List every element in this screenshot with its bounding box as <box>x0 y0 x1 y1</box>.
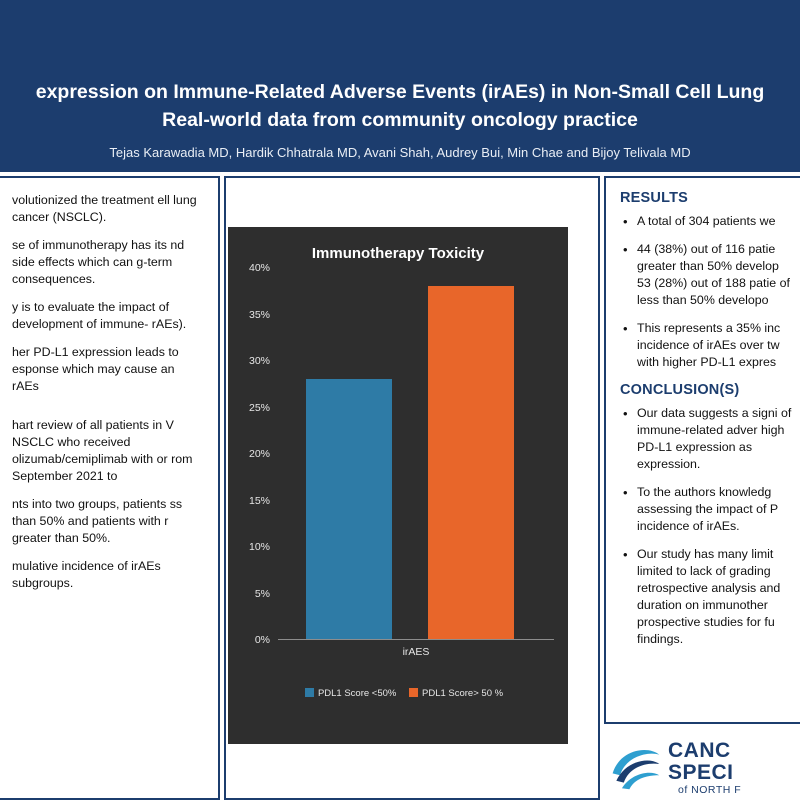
immunotherapy-toxicity-chart <box>228 227 568 744</box>
logo-name <box>668 740 734 784</box>
y-tick-5: 25% <box>248 401 270 414</box>
conclusions-item: • Our data suggests a signi of immune-related adver high PD-L1 expression as expression. <box>635 405 796 473</box>
x-axis-label: irAES <box>402 646 430 658</box>
methods-paragraph-3: mulative incidence of irAEs subgroups. <box>12 559 161 590</box>
intro-paragraph-4: her PD-L1 expression leads to esponse which may cause an rAEs <box>12 345 179 393</box>
methods-paragraph-1: hart review of all patients in V NSCLC who received olizumab/cemiplimab with or rom September 2021 to <box>12 418 193 483</box>
plot-area <box>278 268 554 640</box>
logo-name-line1: CANC <box>668 739 731 762</box>
organization-logo <box>604 726 800 800</box>
y-tick-8: 40% <box>248 262 270 274</box>
wave-swoosh-icon <box>606 736 664 792</box>
conclusions-item: • To the authors knowledg assessing the impact of P incidence of irAEs. <box>635 484 796 535</box>
results-heading: RESULTS <box>620 190 688 206</box>
y-axis <box>234 262 276 646</box>
chart-legend <box>234 688 564 699</box>
legend-swatch-orange <box>409 688 418 697</box>
methods-paragraph-2: nts into two groups, patients ss than 50% and patients with r greater than 50%. <box>12 497 183 545</box>
intro-paragraph-1: volutionized the treatment ell lung cancer (NSCLC). <box>12 193 197 224</box>
y-tick-4: 20% <box>248 448 270 460</box>
conclusions-heading: CONCLUSION(S) <box>620 382 740 398</box>
chart-plot-wrapper <box>234 262 564 699</box>
y-tick-1: 5% <box>254 587 270 600</box>
logo-name-line2: SPECI <box>668 761 734 784</box>
y-tick-3: 15% <box>248 494 270 507</box>
author-list: Tejas Karawadia MD, Hardik Chhatrala MD, Avani Shah, Audrey Bui, Min Chae and Bijoy Telivala MD <box>109 145 691 160</box>
results-item: • 44 (38%) out of 116 patie greater than 50% develop 53 (28%) out of 188 patie of less than 50% developo <box>635 241 796 309</box>
intro-paragraph-3: y is to evaluate the impact of development of immune- rAEs). <box>12 300 187 331</box>
chart-title: Immunotherapy Toxicity <box>311 245 485 262</box>
legend-swatch-blue <box>305 688 314 697</box>
page-title <box>0 78 800 134</box>
bar-pdl1-under-50 <box>306 379 392 639</box>
conclusions-list <box>620 405 796 648</box>
title-line-1: expression on Immune-Related Adverse Events (irAEs) in Non-Small Cell Lung <box>35 81 765 103</box>
left-column <box>0 176 220 800</box>
y-tick-6: 30% <box>248 355 270 367</box>
y-tick-2: 10% <box>248 541 270 553</box>
legend-label-blue: PDL1 Score <50% <box>317 688 397 699</box>
y-tick-7: 35% <box>248 308 270 321</box>
bar-pdl1-over-50 <box>428 286 514 639</box>
right-column <box>604 176 800 724</box>
y-tick-0: 0% <box>254 634 270 646</box>
poster-header <box>0 0 800 172</box>
logo-tagline: of NORTH F <box>678 784 742 796</box>
results-item: • This represents a 35% inc incidence of irAEs over tw with higher PD-L1 expres <box>635 320 796 371</box>
title-line-2: Real-world data from community oncology practice <box>162 109 638 131</box>
intro-paragraph-2: se of immunotherapy has its nd side effects which can g-term consequences. <box>12 238 185 286</box>
legend-label-orange: PDL1 Score> 50 % <box>422 688 504 699</box>
conclusions-item: • Our study has many limit limited to lack of grading retrospective analysis and duration on immunother prospective studies for fu findings. <box>635 546 796 648</box>
results-item: • A total of 304 patients we <box>635 213 796 230</box>
results-list <box>620 213 796 371</box>
